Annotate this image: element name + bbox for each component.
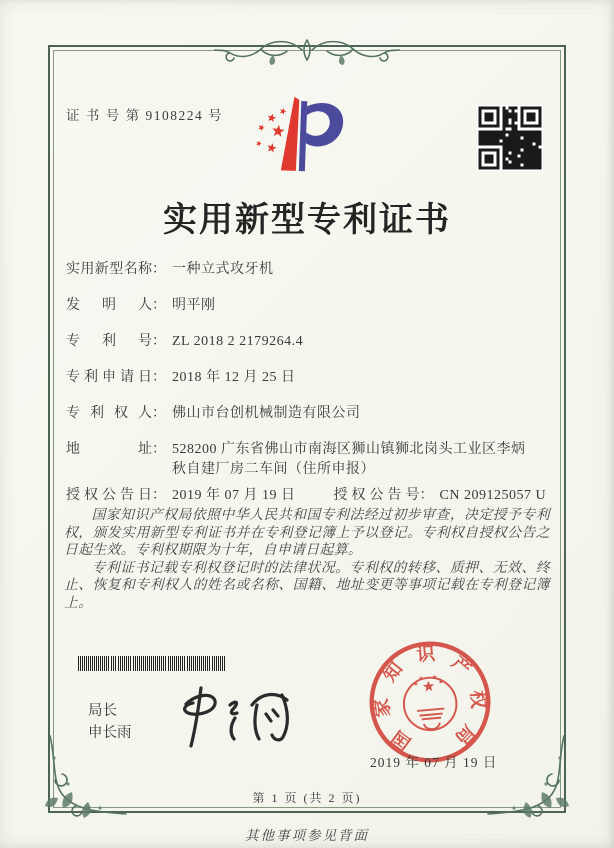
qr-code [477, 105, 543, 171]
field-value: 2018 年 12 月 25 日 [172, 370, 296, 385]
field-label: 授权公告号 [333, 488, 420, 503]
field-row-grant-announcement: 授权公告日： 2019 年 07 月 19 日 授权公告号： CN 209125057 U [66, 486, 558, 506]
address-line-1: 528200 广东省佛山市南海区狮山镇狮北岗头工业区李炳 [172, 442, 526, 457]
svg-text:国: 国 [387, 726, 415, 754]
field-label: 实用新型名称 [66, 262, 152, 277]
commissioner-name: 申长雨 [88, 725, 132, 741]
field-label: 专利申请日 [66, 370, 152, 385]
svg-text:家: 家 [371, 697, 394, 719]
other-items-note: 其他事项参见背面 [245, 828, 369, 843]
field-row-filing-date: 专利申请日： 2018 年 12 月 25 日 [66, 368, 558, 388]
field-value: 佛山市台创机械制造有限公司 [172, 406, 361, 421]
field-value: CN 209125057 U [439, 488, 547, 503]
handwritten-signature [168, 680, 300, 752]
field-label: 专利权人 [66, 406, 152, 421]
svg-text:产: 产 [447, 652, 475, 680]
barcode [78, 656, 228, 672]
field-row-address: 地址： 528200 广东省佛山市南海区狮山镇狮北岗头工业区李炳 秋自建厂房二车间（住所申报） [66, 440, 558, 480]
commissioner-title: 局长 [88, 703, 117, 719]
field-row-utility-model-name: 实用新型名称： 一种立式攻牙机 [66, 260, 558, 280]
field-row-inventor: 发明人： 明平刚 [66, 296, 558, 316]
commissioner-block [88, 700, 132, 744]
field-value: ZL 2018 2 2179264.4 [172, 334, 304, 349]
field-value: 明平刚 [172, 298, 216, 313]
field-value [172, 440, 526, 480]
top-flourish-ornament [207, 33, 407, 67]
field-label: 发明人 [66, 298, 152, 313]
legal-text [64, 506, 550, 612]
field-value: 一种立式攻牙机 [172, 262, 274, 277]
address-line-2: 秋自建厂房二车间（住所申报） [172, 462, 375, 477]
svg-text:识: 识 [415, 643, 436, 666]
page-number: 第 1 页 (共 2 页) [252, 791, 362, 805]
svg-text:知: 知 [379, 658, 407, 686]
field-value: 2019 年 07 月 19 日 [172, 488, 296, 503]
certificate-number: 证 书 号 第 9108224 号 [66, 108, 224, 123]
field-row-patentee: 专利权人： 佛山市台创机械制造有限公司 [66, 404, 558, 424]
svg-text:局: 局 [451, 721, 479, 749]
legal-paragraph-2: 专利证书记载专利权登记时的法律状况。专利权的转移、质押、无效、终止、恢复和专利权人的姓名或名称、国籍、地址变更等事项记载在专利登记簿上。 [64, 559, 550, 610]
legal-paragraph-1: 国家知识产权局依照中华人民共和国专利法经过初步审查，决定授予专利权，颁发实用新型专利证书并在专利登记簿上予以登记。专利权自授权公告之日起生效。专利权期限为十年，自申请日起算。 [64, 507, 550, 558]
field-label: 专利号 [66, 334, 152, 349]
document-title: 实用新型专利证书 [163, 202, 451, 239]
cnipa-logo-icon [248, 93, 352, 183]
field-label: 地址 [66, 442, 152, 457]
seal-date: 2019 年 07 月 19 日 [370, 755, 498, 770]
svg-text:权: 权 [467, 689, 489, 710]
field-row-patent-number: 专利号： ZL 2018 2 2179264.4 [66, 332, 558, 352]
patent-fields [66, 260, 558, 522]
field-label: 授权公告日 [66, 488, 152, 503]
